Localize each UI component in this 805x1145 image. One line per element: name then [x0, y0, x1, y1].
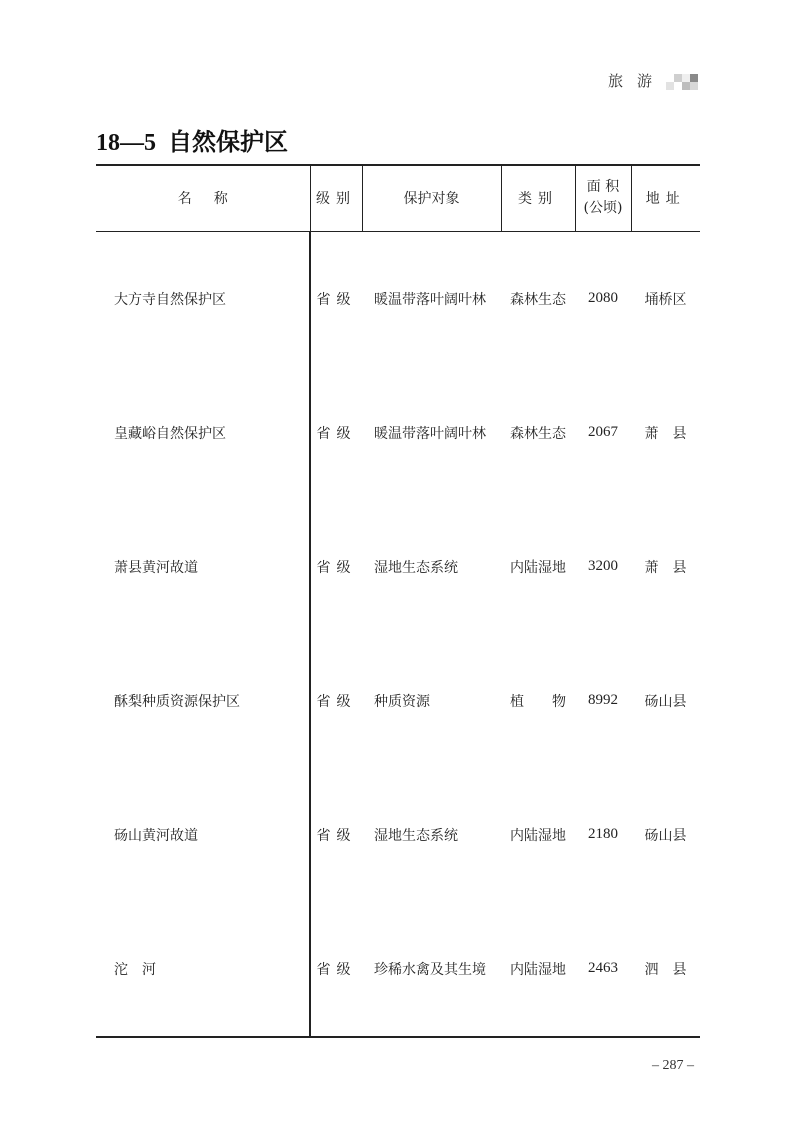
cell-object: 湿地生态系统 [374, 559, 458, 576]
decorative-squares-icon [666, 70, 702, 94]
cell-object: 暖温带落叶阔叶林 [374, 291, 486, 308]
running-header-section: 旅游 [608, 72, 667, 90]
cell-address: 泗 县 [644, 961, 687, 978]
cell-name: 大方寺自然保护区 [96, 231, 310, 366]
cell-type: 森林生态 [510, 291, 566, 308]
cell-area: 8992 [588, 692, 618, 708]
cell-type: 内陆湿地 [510, 961, 566, 978]
cell-address: 砀山县 [644, 693, 687, 710]
section-title: 自然保护区 [168, 127, 288, 156]
cell-address: 萧 县 [644, 559, 687, 576]
cell-object: 珍稀水禽及其生境 [374, 961, 486, 978]
header-area [575, 165, 631, 231]
cell-name: 萧县黄河故道 [96, 500, 310, 634]
header-type: 类别 [501, 165, 575, 231]
cell-type: 植 物 [510, 693, 566, 710]
cell-name: 皇藏峪自然保护区 [96, 366, 310, 500]
cell-level: 省级 [316, 693, 357, 710]
cell-level: 省级 [316, 827, 357, 844]
cell-name: 砀山黄河故道 [96, 768, 310, 902]
table-row [96, 500, 700, 634]
header-area-line2: (公顷) [583, 200, 623, 217]
table-row [96, 902, 700, 1037]
cell-address: 砀山县 [644, 827, 687, 844]
table-row [96, 768, 700, 902]
cell-name: 沱 河 [96, 902, 310, 1037]
header-area-line1: 面 积 [586, 179, 620, 196]
cell-area: 2067 [588, 424, 618, 440]
cell-object: 种质资源 [374, 693, 430, 710]
cell-type: 内陆湿地 [510, 559, 566, 576]
cell-area: 2463 [588, 960, 618, 976]
header-level: 级别 [310, 165, 362, 231]
table-row [96, 366, 700, 500]
nature-reserve-table [96, 164, 700, 1038]
cell-level: 省级 [316, 425, 357, 442]
cell-name: 酥梨种质资源保护区 [96, 634, 310, 768]
cell-area: 2180 [588, 826, 618, 842]
cell-level: 省级 [316, 961, 357, 978]
cell-address: 萧 县 [644, 425, 687, 442]
page-number: – 287 – [652, 1058, 694, 1073]
section-number: 18—5 [96, 130, 156, 156]
cell-object: 湿地生态系统 [374, 827, 458, 844]
table-row [96, 231, 700, 366]
cell-object: 暖温带落叶阔叶林 [374, 425, 486, 442]
cell-type: 森林生态 [510, 425, 566, 442]
page-title [96, 122, 288, 157]
cell-area: 2080 [588, 290, 618, 306]
cell-area: 3200 [588, 558, 618, 574]
header-name: 名称 [96, 165, 310, 231]
cell-level: 省级 [316, 291, 357, 308]
header-object: 保护对象 [362, 165, 501, 231]
cell-type: 内陆湿地 [510, 827, 566, 844]
cell-address: 埇桥区 [644, 291, 687, 308]
cell-level: 省级 [316, 559, 357, 576]
table-row [96, 634, 700, 768]
header-address: 地址 [631, 165, 700, 231]
table-header-row [96, 165, 700, 231]
